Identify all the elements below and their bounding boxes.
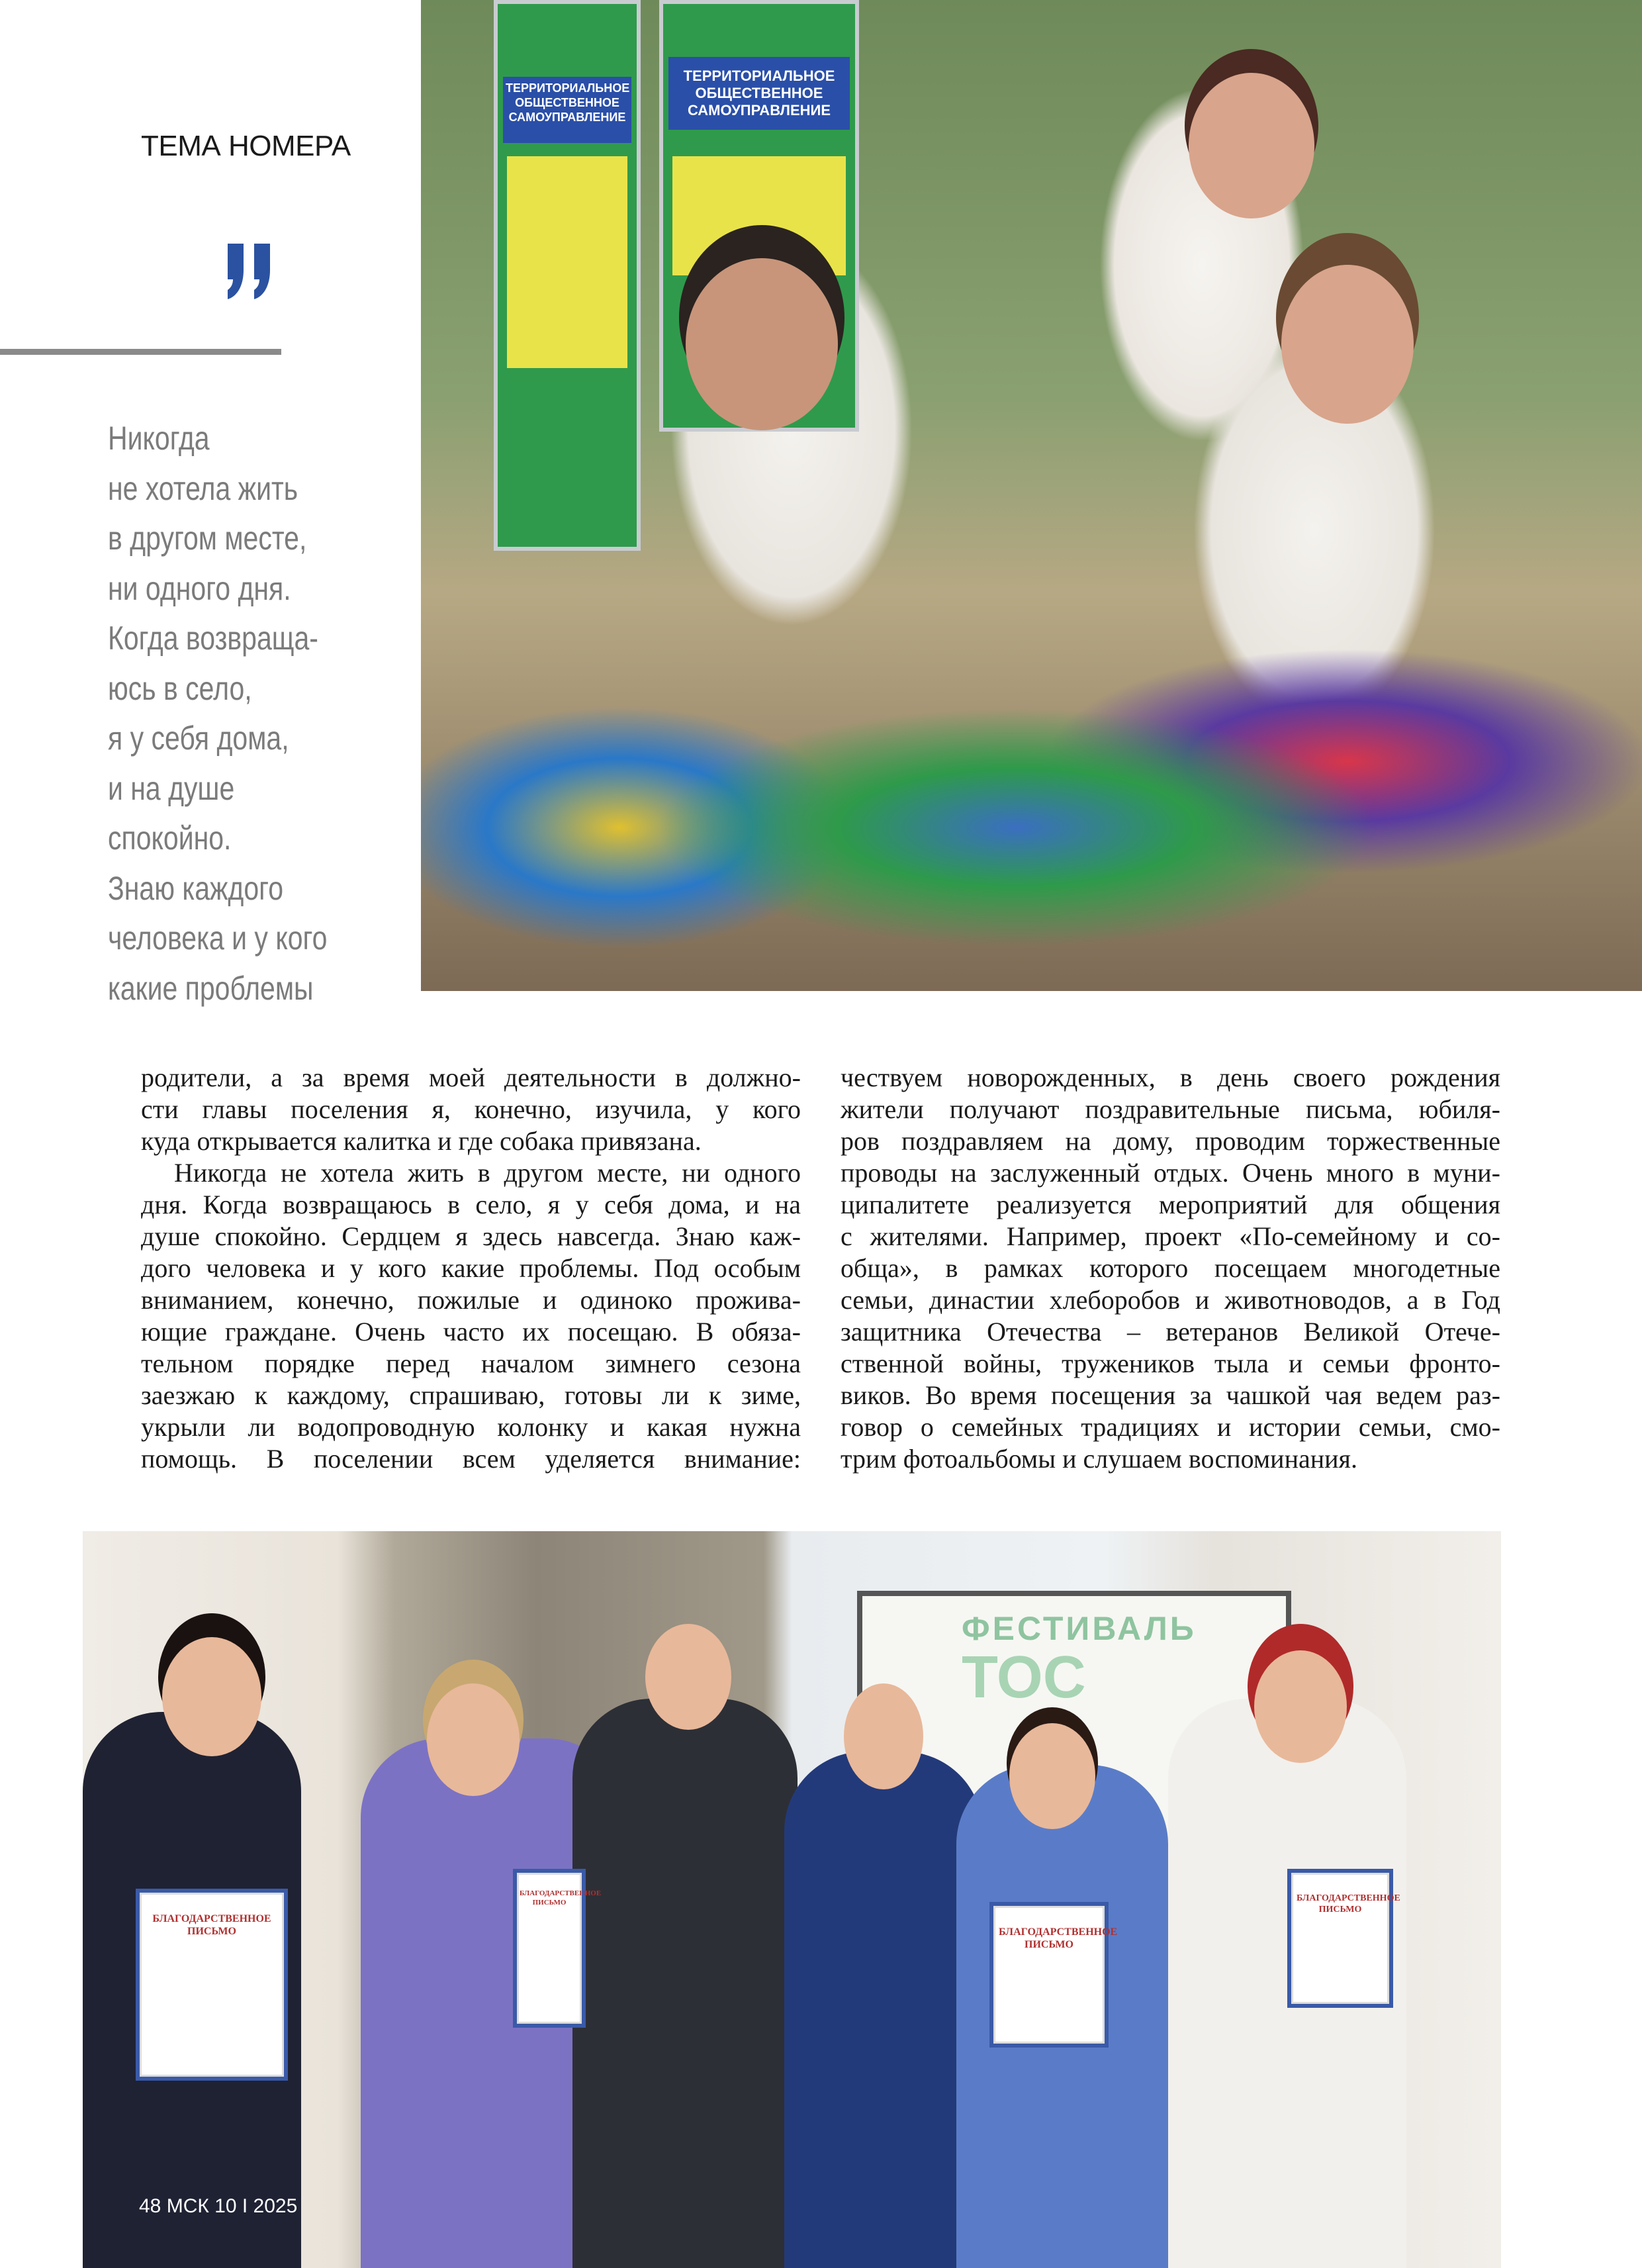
text-line: проводы на заслуженный отдых. Очень много в муни- (841, 1158, 1500, 1188)
article-column-left (141, 1062, 801, 1475)
page-footer: 48 МСК 10 I 2025 (139, 2195, 298, 2217)
certificate: БЛАГОДАРСТВЕННОЕ ПИСЬМО (136, 1889, 288, 2081)
screen-line-1: ФЕСТИВАЛЬ (962, 1610, 1197, 1647)
section-title: ТЕМА НОМЕРА (141, 130, 351, 162)
pull-quote (108, 414, 336, 1014)
text-line: заезжаю к каждому, спрашиваю, готовы ли к зиме, (141, 1380, 801, 1410)
certificate: БЛАГОДАРСТВЕННОЕ ПИСЬМО (513, 1869, 586, 2028)
text-line: ров поздравляем на дому, проводим торжественные (841, 1126, 1500, 1156)
banner-left (494, 0, 641, 551)
pull-quote-line: какие проблемы (108, 969, 314, 1007)
pull-quote-line: не хотела жить (108, 469, 298, 507)
text-line: душе спокойно. Сердцем я здесь навсегда. Знаю каж- (141, 1221, 801, 1251)
text-line: Никогда не хотела жить в другом месте, ни одного (174, 1158, 801, 1188)
text-line: тельном порядке перед началом зимнего сезона (141, 1348, 801, 1378)
text-line: трим фотоальбомы и слушаем воспоминания. (841, 1444, 1357, 1474)
text-line: дня. Когда возвращаюсь в село, я у себя дома, и на (141, 1190, 801, 1219)
quote-mark-icon (226, 244, 273, 299)
text-line: жители получают поздравительные письма, юбиля- (841, 1094, 1500, 1124)
banner-right-title: ТЕРРИТОРИАЛЬНОЕ ОБЩЕСТВЕННОЕ САМОУПРАВЛЕНИЕ (668, 57, 850, 130)
pull-quote-line: спокойно. (108, 820, 232, 857)
pull-quote-line: Никогда (108, 420, 210, 457)
pull-quote-line: Когда возвраща- (108, 620, 318, 657)
photo-award-ceremony (83, 1531, 1501, 2268)
screen-line-2: ТОС (962, 1644, 1086, 1711)
pull-quote-line: я у себя дома, (108, 720, 289, 757)
text-line: виков. Во время посещения за чашкой чая ведем раз- (841, 1380, 1500, 1410)
banner-left-title: ТЕРРИТОРИАЛЬНОЕ ОБЩЕСТВЕННОЕ САМОУПРАВЛЕНИЕ (503, 77, 631, 143)
pull-quote-line: ни одного дня. (108, 569, 291, 607)
photo-knitting-women (421, 0, 1642, 991)
pull-quote-line: в другом месте, (108, 520, 307, 557)
pull-quote-line: и на душе (108, 769, 235, 807)
text-line: родители, а за время моей деятельности в должно- (141, 1063, 801, 1092)
text-line: вниманием, конечно, пожилые и одиноко прожива- (141, 1285, 801, 1315)
text-line: ципалитете реализуется мероприятий для общения (841, 1190, 1500, 1219)
pull-quote-line: Знаю каждого (108, 869, 284, 907)
text-line: помощь. В поселении всем уделяется внимание: (141, 1444, 801, 1474)
text-line: семьи, династии хлеборобов и животноводов, а в Год (841, 1285, 1500, 1315)
certificate: БЛАГОДАРСТВЕННОЕ ПИСЬМО (989, 1902, 1109, 2048)
divider (0, 349, 281, 355)
text-line: с жителями. Например, проект «По-семейному и со- (841, 1221, 1500, 1251)
article-column-right (841, 1062, 1500, 1475)
text-line: защитника Отечества – ветеранов Великой Отече- (841, 1317, 1500, 1347)
pull-quote-line: юсь в село, (108, 669, 252, 707)
text-line: сти главы поселения я, конечно, изучила, у кого (141, 1094, 801, 1124)
text-line: укрыли ли водопроводную колонку и какая нужна (141, 1412, 801, 1442)
text-line: ственной войны, тружеников тыла и семьи фронто- (841, 1348, 1500, 1378)
text-line: обща», в рамках которого посещаем многодетные (841, 1253, 1500, 1283)
text-line: дого человека и у кого какие проблемы. Под особым (141, 1253, 801, 1283)
text-line: куда открывается калитка и где собака привязана. (141, 1126, 702, 1156)
text-line: чествуем новорожденных, в день своего рождения (841, 1063, 1500, 1092)
pull-quote-line: человека и у кого (108, 920, 328, 957)
text-line: говор о семейных традициях и истории семьи, смо- (841, 1412, 1500, 1442)
text-line: ющие граждане. Очень часто их посещаю. В обяза- (141, 1317, 801, 1347)
certificate: БЛАГОДАРСТВЕННОЕ ПИСЬМО (1287, 1869, 1393, 2008)
